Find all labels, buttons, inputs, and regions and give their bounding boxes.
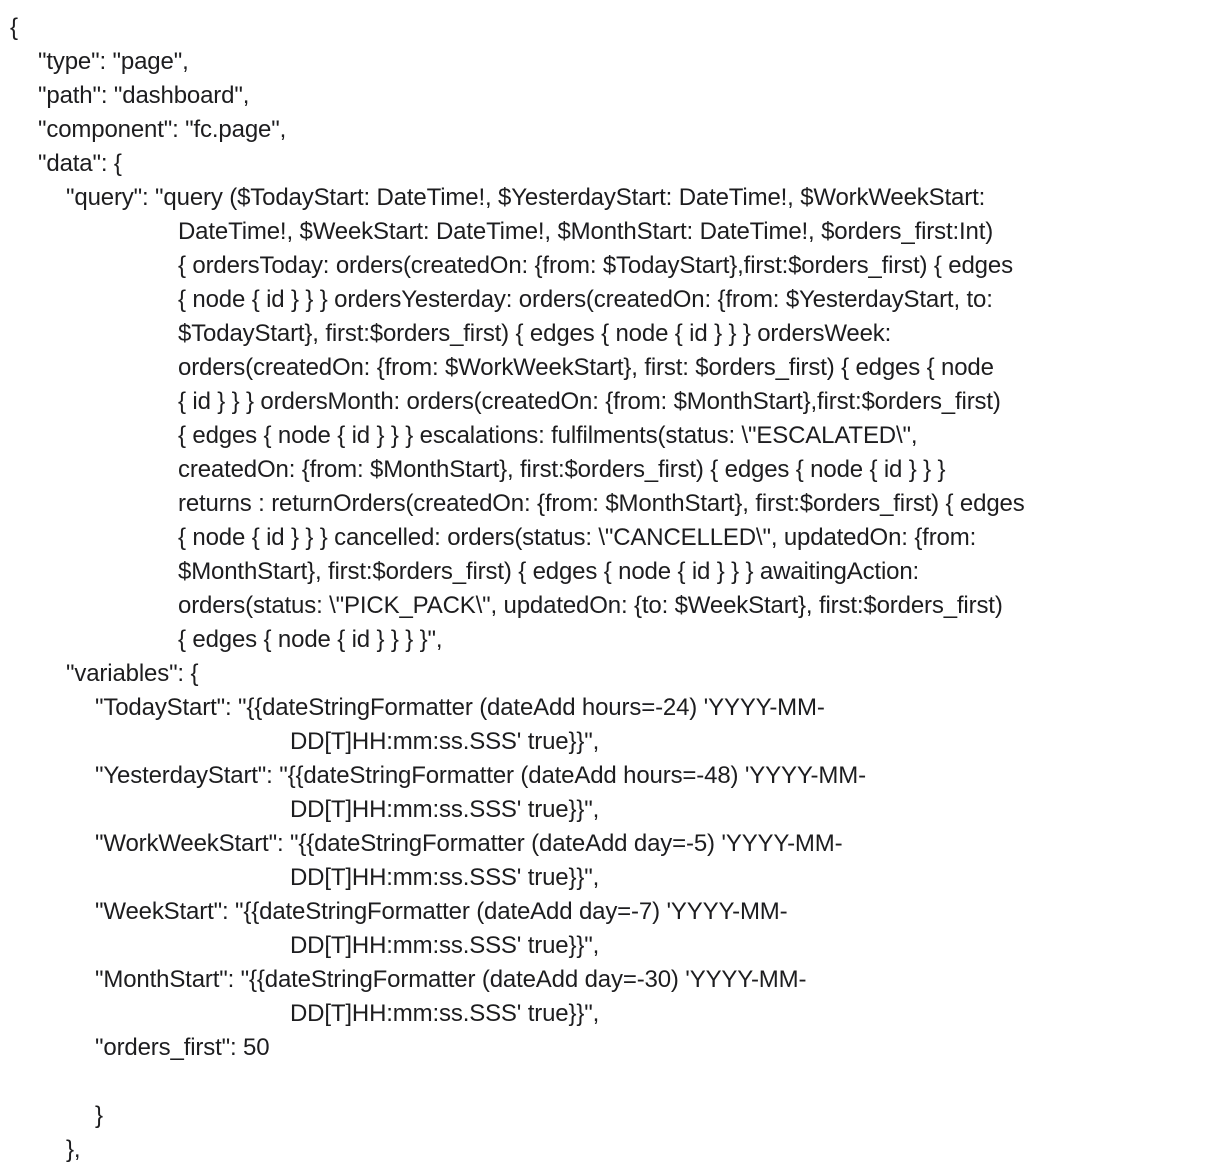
- code-line: DD[T]HH:mm:ss.SSS' true}}",: [290, 864, 600, 891]
- code-line: { node { id } } } cancelled: orders(status: \"CANCELLED\", updatedOn: {from:: [178, 524, 977, 551]
- code-line: DateTime!, $WeekStart: DateTime!, $MonthStart: DateTime!, $orders_first:Int): [178, 218, 994, 245]
- code-line: "TodayStart": "{{dateStringFormatter (dateAdd hours=-24) 'YYYY-MM-: [95, 694, 825, 721]
- code-line: },: [66, 1136, 81, 1163]
- code-line: returns : returnOrders(createdOn: {from: $MonthStart}, first:$orders_first) { edges: [178, 490, 1025, 517]
- code-line: "component": "fc.page",: [38, 116, 287, 143]
- code-line: orders(status: \"PICK_PACK\", updatedOn: {to: $WeekStart}, first:$orders_first): [178, 592, 1003, 619]
- code-line: {: [10, 14, 18, 41]
- code-line: DD[T]HH:mm:ss.SSS' true}}",: [290, 932, 600, 959]
- code-line: $TodayStart}, first:$orders_first) { edges { node { id } } } ordersWeek:: [178, 320, 892, 347]
- code-line: { node { id } } } ordersYesterday: orders(createdOn: {from: $YesterdayStart, to:: [178, 286, 993, 313]
- code-line: "type": "page",: [38, 48, 189, 75]
- code-line: }: [95, 1102, 103, 1129]
- code-line: "path": "dashboard",: [38, 82, 250, 109]
- code-line: "YesterdayStart": "{{dateStringFormatter (dateAdd hours=-48) 'YYYY-MM-: [95, 762, 866, 789]
- code-line: $MonthStart}, first:$orders_first) { edges { node { id } } } awaitingAction:: [178, 558, 920, 585]
- code-line: "query": "query ($TodayStart: DateTime!, $YesterdayStart: DateTime!, $WorkWeekStart:: [66, 184, 986, 211]
- code-line: "orders_first": 50: [95, 1034, 270, 1061]
- code-line: DD[T]HH:mm:ss.SSS' true}}",: [290, 1000, 600, 1027]
- code-line: { edges { node { id } } } escalations: fulfilments(status: \"ESCALATED\",: [178, 422, 918, 449]
- code-line: orders(createdOn: {from: $WorkWeekStart}, first: $orders_first) { edges { node: [178, 354, 994, 381]
- code-line: { ordersToday: orders(createdOn: {from: $TodayStart},first:$orders_first) { edges: [178, 252, 1013, 279]
- code-line: { edges { node { id } } } }",: [178, 626, 443, 653]
- code-line: "WorkWeekStart": "{{dateStringFormatter (dateAdd day=-5) 'YYYY-MM-: [95, 830, 843, 857]
- code-line: DD[T]HH:mm:ss.SSS' true}}",: [290, 728, 600, 755]
- code-line: "WeekStart": "{{dateStringFormatter (dateAdd day=-7) 'YYYY-MM-: [95, 898, 788, 925]
- code-line: "variables": {: [66, 660, 199, 687]
- code-line: DD[T]HH:mm:ss.SSS' true}}",: [290, 796, 600, 823]
- code-line: "data": {: [38, 150, 122, 177]
- code-line: { id } } } ordersMonth: orders(createdOn: {from: $MonthStart},first:$orders_first): [178, 388, 1001, 415]
- code-line: createdOn: {from: $MonthStart}, first:$orders_first) { edges { node { id } } }: [178, 456, 946, 483]
- code-line: "MonthStart": "{{dateStringFormatter (dateAdd day=-30) 'YYYY-MM-: [95, 966, 807, 993]
